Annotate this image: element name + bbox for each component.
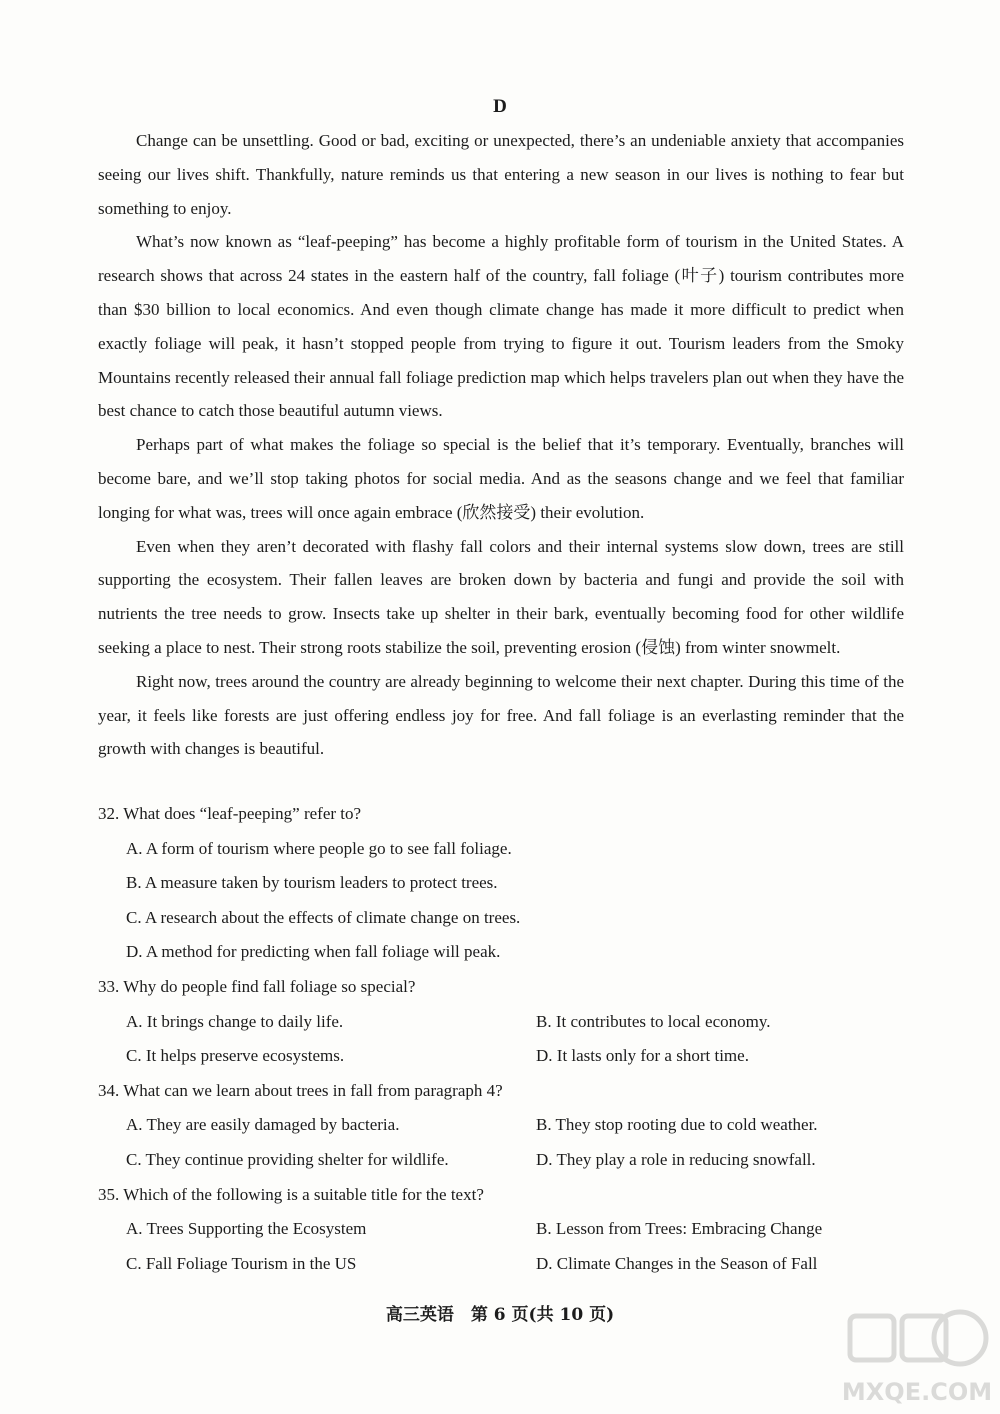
section-letter: D [493,96,507,117]
question-33-options-row-1 [98,1005,904,1040]
questions-section [98,797,904,1281]
question-34-option-c: C. They continue providing shelter for wildlife. [126,1149,449,1169]
question-34-stem: 34. What can we learn about trees in fall from paragraph 4? [98,1080,503,1100]
question-32-option-d: D. A method for predicting when fall foliage will peak. [126,942,501,962]
question-33-option-d: D. It lasts only for a short time. [536,1046,749,1066]
question-34-option-d: D. They play a role in reducing snowfall. [536,1149,816,1169]
question-35-options-row-1 [98,1212,904,1247]
question-32-option-b: B. A measure taken by tourism leaders to protect trees. [126,873,498,893]
question-32-option-c: C. A research about the effects of climate change on trees. [126,907,521,927]
question-35-option-d: D. Climate Changes in the Season of Fall [536,1253,818,1273]
question-35-option-c: C. Fall Foliage Tourism in the US [126,1253,357,1273]
passage [98,124,904,766]
question-32-option-a: A. A form of tourism where people go to see fall foliage. [126,838,512,858]
question-35-option-b: B. Lesson from Trees: Embracing Change [536,1219,823,1239]
page-footer: 高三英语 第 6 页(共 10 页) [385,1305,615,1325]
question-33-option-a: A. It brings change to daily life. [126,1011,344,1031]
question-33-option-c: C. It helps preserve ecosystems. [126,1046,345,1066]
passage-paragraph-2: What’s now known as “leaf-peeping” has become a highly profitable form of tourism in the United States. A research shows that across 24 states in the eastern half of the country, fall foliage (叶子) tourism contributes more than $30 billion to local economics. And even though climate change has made it more difficult to predict when exactly foliage will peak, it hasn’t stopped people from trying to figure it out. Tourism leaders from the Smoky Mountains recently released their annual fall foliage prediction map which helps travelers plan out when they have the best chance to catch those beautiful autumn views. [98,232,904,421]
passage-paragraph-3: Perhaps part of what makes the foliage so special is the belief that it’s temporary. Eventually, branches will become bare, and we’ll stop taking photos for social media. And as the seasons change and we feel that familiar longing for what was, trees will once again embrace (欣然接受) their evolution. [98,435,904,522]
question-33-options-row-2 [98,1039,904,1074]
question-35-option-a: A. Trees Supporting the Ecosystem [126,1219,367,1239]
question-34-options-row-1 [98,1108,904,1143]
passage-paragraph-1: Change can be unsettling. Good or bad, exciting or unexpected, there’s an undeniable anxiety that accompanies seeing our lives shift. Thankfully, nature reminds us that entering a new season in our lives is nothing to fear but something to enjoy. [98,131,904,218]
question-35-stem: 35. Which of the following is a suitable title for the text? [98,1184,484,1204]
question-33-option-b: B. It contributes to local economy. [536,1011,771,1031]
question-34-options-row-2 [98,1143,904,1178]
watermark-logo-icon [842,1298,992,1408]
passage-paragraph-4: Even when they aren’t decorated with flashy fall colors and their internal systems slow down, trees are still supporting the ecosystem. Their fallen leaves are broken down by bacteria and fungi and provide the soil with nutrients the tree needs to grow. Insects take up shelter in their bark, eventually becoming food for other wildlife seeking a place to nest. Their strong roots stabilize the soil, preventing erosion (侵蚀) from winter snowmelt. [98,536,904,657]
question-32-stem: 32. What does “leaf-peeping” refer to? [98,804,362,823]
watermark-text: MXQE.COM [842,1378,992,1406]
question-35-options-row-2 [98,1247,904,1282]
question-34-option-a: A. They are easily damaged by bacteria. [126,1115,400,1135]
question-33-stem: 33. Why do people find fall foliage so special? [98,976,416,996]
question-34-option-b: B. They stop rooting due to cold weather. [536,1115,818,1135]
passage-paragraph-5: Right now, trees around the country are already beginning to welcome their next chapter. During this time of the year, it feels like forests are just offering endless joy for free. And fall foliage is an everlasting reminder that the growth with changes is beautiful. [98,671,904,759]
